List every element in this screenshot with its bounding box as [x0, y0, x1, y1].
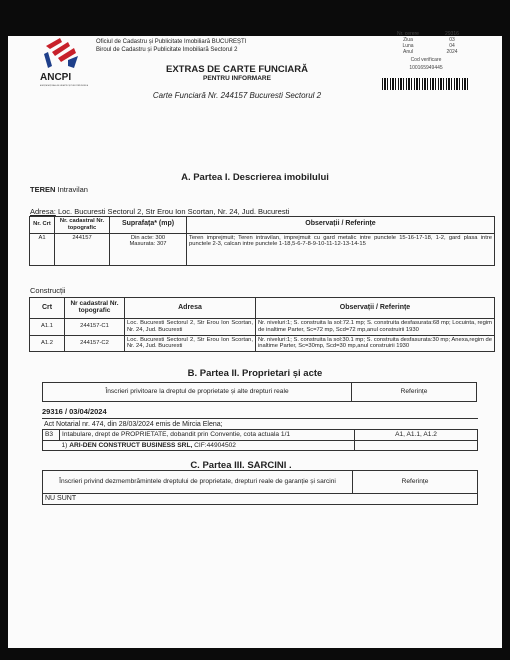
cod-verificare-label: Cod verificare [410, 57, 442, 63]
teren-suprafata [110, 233, 187, 265]
col-adresa: Adresa [125, 298, 256, 319]
logo-text: ANCPI [40, 72, 72, 83]
constructie-crt: A1.1 [30, 319, 65, 336]
owner-cell [60, 440, 355, 451]
part-b-heading: B. Partea II. Proprietari și acte [187, 368, 323, 379]
teren-observatii: Teren imprejmuit; Teren intravilan, imprejmuit cu gard metalic intre punctele 15-16-17-18, 1-2, gard plasa intre punctele 2-3, calcan intre punctele 1-18,5-6-7-8-9-10-11-12-13-14-15 [187, 233, 495, 265]
b3-text: Intabulare, drept de PROPRIETATE, dobandit prin Conventie, cota actuala 1/1 [60, 430, 355, 441]
col-nr-cadastral: Nr cadastral Nr. topografic [65, 298, 125, 319]
inscriere-table [42, 429, 478, 451]
luna-label: Luna [402, 43, 414, 49]
constructii-label: Construcții [30, 286, 66, 295]
constructie-observatii: Nr. niveluri:1; S. construita la sol:72.1 mp; S. construita desfasurata:68 mp; Locuinta, regim de inaltime Parter, Sc=72 mp, Scd=72 mp,anul construirii 1930 [256, 319, 495, 336]
act-notarial: Act Notarial nr. 474, din 28/03/2024 emis de Mircia Elena; [44, 421, 223, 428]
part-a-heading: A. Partea I. Descrierea imobilului [181, 172, 329, 183]
teren-table [29, 216, 495, 266]
adresa-label: Adresa: [30, 207, 56, 216]
sarcini-table [42, 470, 478, 505]
constructie-adresa: Loc. Bucuresti Sectorul 2, Str Erou Ion Scortan, Nr. 24, Jud. Bucuresti [125, 335, 256, 352]
document-subtitle: PENTRU INFORMARE [203, 75, 271, 82]
table-row [30, 319, 495, 336]
col-crt: Crt [30, 298, 65, 319]
cod-verificare-value: 100165949445 [409, 65, 443, 71]
suprafata-masurata: Masurata: 307 [129, 241, 167, 248]
table-row [43, 430, 478, 441]
entry-id: 29316 / 03/04/2024 [42, 407, 107, 416]
carte-funciara-line: Carte Funciară Nr. 244157 Bucuresti Sectorul 2 [152, 91, 322, 100]
luna-value: 04 [449, 43, 455, 49]
teren-crt: A1 [30, 233, 55, 265]
sarcini-value: NU SUNT [43, 494, 478, 505]
col-nr-crt: Nr. Crt [30, 217, 55, 234]
owner-spacer [43, 440, 60, 451]
institution-header [96, 38, 246, 54]
table-row [30, 335, 495, 352]
table-row [43, 494, 478, 505]
constructie-observatii: Nr. niveluri:1; S. construita la sol:30.1 mp; S. construita desfasurata:30 mp; Anexa,regim de inaltime Parter, Sc=30mp, Scd=30 mp,anul construirii 1930 [256, 335, 495, 352]
anul-label: Anul [402, 49, 413, 55]
constructie-cad: 244157-C2 [65, 335, 125, 352]
part-c-heading: C. Partea III. SARCINI . [190, 460, 292, 471]
col-suprafata: Suprafața* (mp) [110, 217, 187, 234]
col-observatii: Observații / Referințe [187, 217, 495, 234]
owner-number: 1) [61, 441, 68, 449]
col-referinte: Referințe [352, 383, 477, 402]
constructii-table [29, 297, 495, 352]
constructie-cad: 244157-C1 [65, 319, 125, 336]
table-row [30, 233, 495, 265]
teren-cad: 244157 [55, 233, 110, 265]
constructie-adresa: Loc. Bucuresti Sectorul 2, Str Erou Ion Scortan, Nr. 24, Jud. Bucuresti [125, 319, 256, 336]
col-observatii: Observații / Referințe [256, 298, 495, 319]
nr-cerere-label: Nr. cerere [397, 31, 419, 37]
b3-refs: A1, A1.1, A1.2 [355, 430, 478, 441]
owner-cif: CIF:44904502 [194, 441, 236, 449]
anul-value: 2024 [446, 49, 458, 55]
teren-label: TEREN [30, 185, 56, 194]
proprietari-table [42, 382, 477, 402]
col-inscrieri: Înscrieri privind dezmembrămintele dreptului de proprietate, drepturi reale de garanție și sarcini [43, 471, 353, 494]
owner-refs [355, 440, 478, 451]
table-row [43, 440, 478, 451]
institution-line-1: Oficiul de Cadastru și Publicitate Imobiliară BUCUREȘTI [96, 39, 247, 45]
entry-divider [42, 418, 478, 419]
col-nr-cadastral: Nr. cadastral Nr. topografic [55, 217, 110, 234]
nr-cerere-value: 29316 [445, 31, 459, 37]
teren-type: Intravilan [57, 185, 88, 194]
col-inscrieri: Înscrieri privitoare la dreptul de proprietate și alte drepturi reale [43, 383, 352, 402]
ziua-value: 03 [449, 37, 455, 43]
institution-line-2: Biroul de Cadastru și Publicitate Imobiliară Sectorul 2 [96, 47, 238, 53]
col-referinte: Referințe [353, 471, 478, 494]
logo-subtext: AGENȚIA NAȚIONALĂ DE CADASTRU ȘI PUBLICITATE IMOBILIARĂ [40, 86, 88, 87]
teren-line [30, 185, 88, 194]
owner-name: ARI-DEN CONSTRUCT BUSINESS SRL, [69, 441, 193, 449]
adresa-value: Loc. Bucuresti Sectorul 2, Str Erou Ion Scortan, Nr. 24, Jud. Bucuresti [57, 207, 290, 216]
ziua-label: Ziua [403, 37, 413, 43]
constructie-crt: A1.2 [30, 335, 65, 352]
suprafata-acte: Din acte: 300 [130, 234, 166, 241]
document-title: EXTRAS DE CARTE FUNCIARĂ [166, 64, 308, 75]
adresa-line [30, 207, 289, 216]
b3-label: B3 [43, 430, 60, 441]
